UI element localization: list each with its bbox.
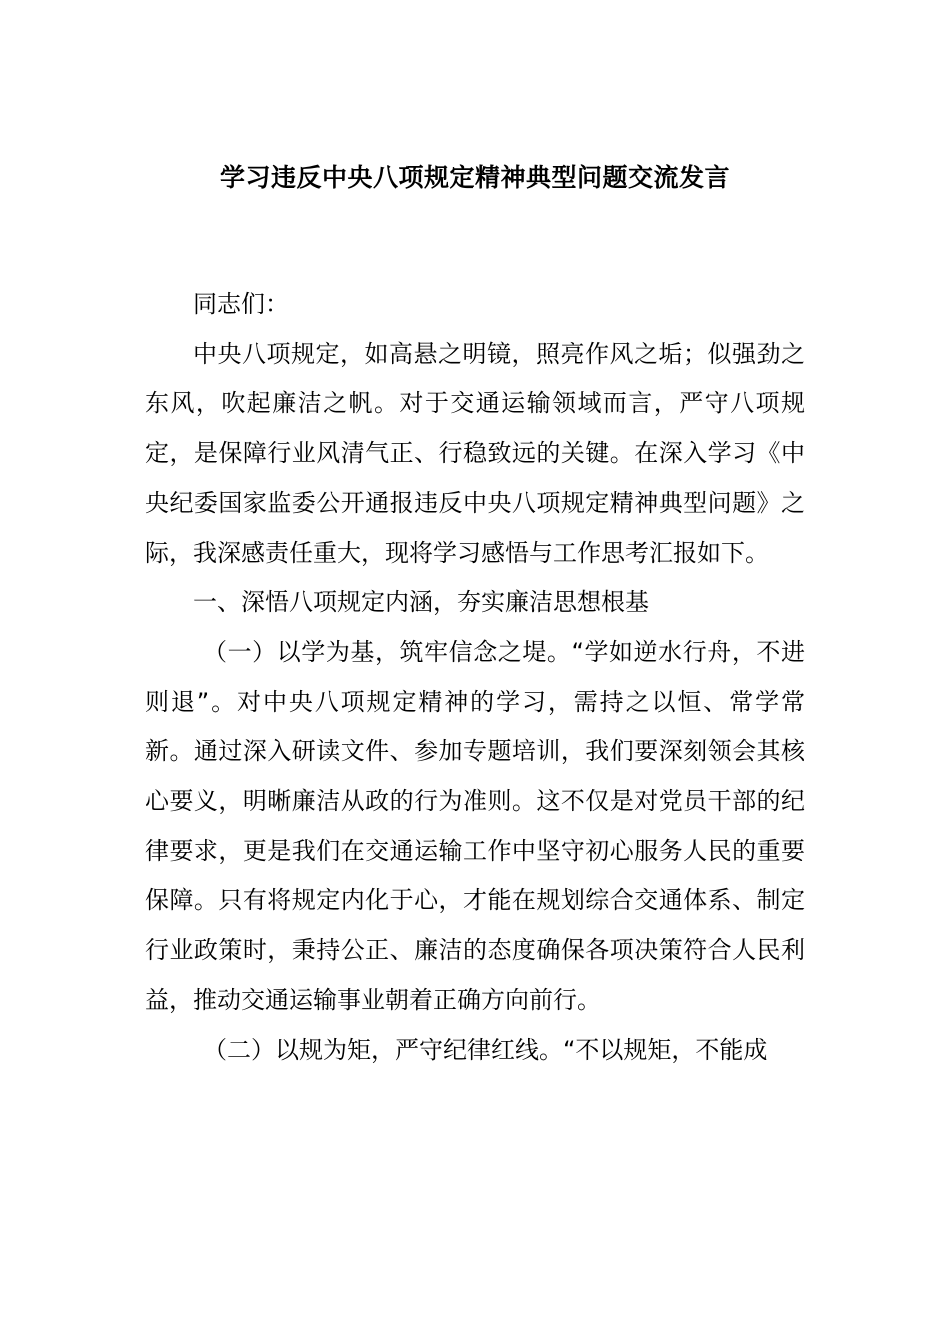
section-heading-1: 一、深悟八项规定内涵，夯实廉洁思想根基 [193, 588, 649, 617]
document-title: 学习违反中央八项规定精神典型问题交流发言 [219, 163, 730, 192]
document-body [145, 280, 805, 1075]
salutation: 同志们： [193, 290, 289, 318]
paragraph-intro: 中央八项规定，如高悬之明镜，照亮作风之垢；似强劲之东风，吹起廉洁之帆。对于交通运输领域而言，严守八项规定，是保障行业风清气正、行稳致远的关键。在深入学习《中央纪委国家监委公开通报违反中央八项规定精神典型问题》之际，我深感责任重大，现将学习感悟与工作思考汇报如下。 [145, 339, 805, 567]
subsection-1: （一）以学为基，筑牢信念之堤。“学如逆水行舟，不进则退”。对中央八项规定精神的学习，需持之以恒、常学常新。通过深入研读文件、参加专题培训，我们要深刻领会其核心要义，明晰廉洁从政的行为准则。这不仅是对党员干部的纪律要求，更是我们在交通运输工作中坚守初心服务人民的重要保障。只有将规定内化于心，才能在规划综合交通体系、制定行业政策时，秉持公正、廉洁的态度确保各项决策符合人民利益，推动交通运输事业朝着正确方向前行。 [145, 637, 805, 1014]
subsection-2: （二）以规为矩，严守纪律红线。“不以规矩，不能成 [203, 1035, 768, 1064]
